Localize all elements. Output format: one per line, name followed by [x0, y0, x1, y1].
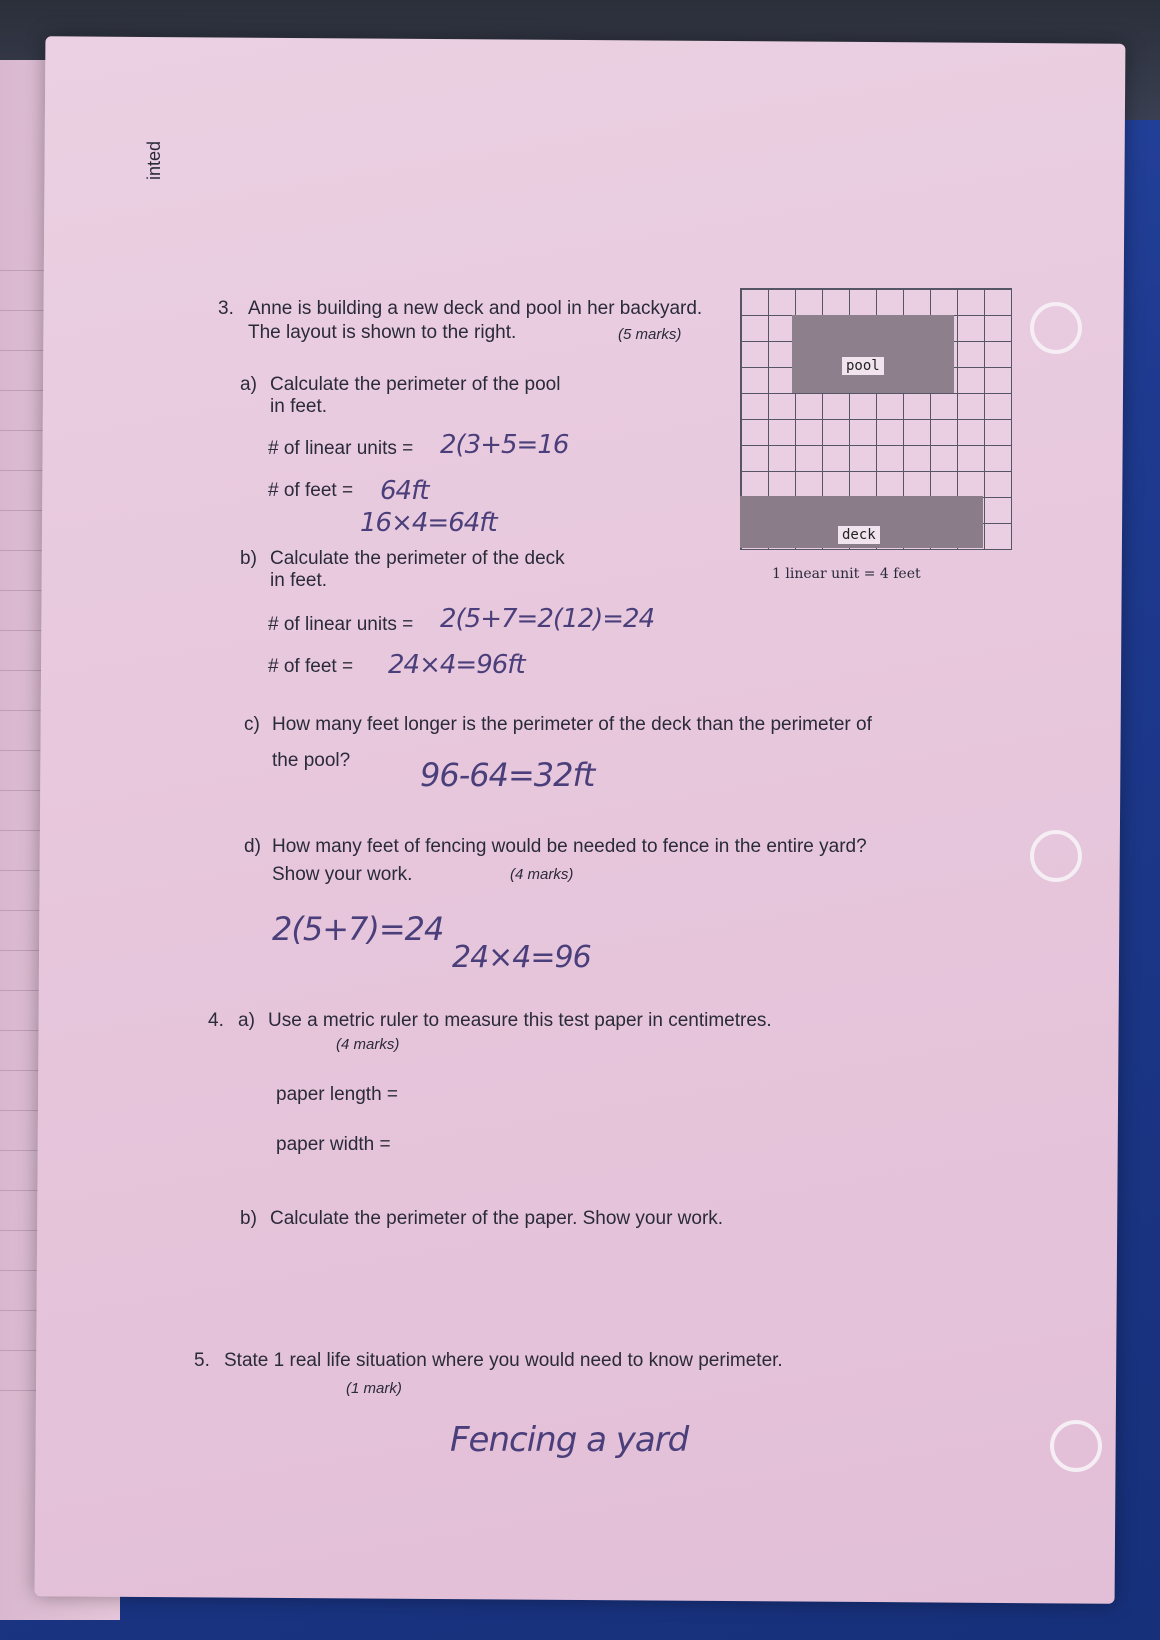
q3b-feet-label: # of feet =: [268, 656, 354, 677]
q4a-marks: (4 marks): [336, 1036, 400, 1053]
q3d-text1: How many feet of fencing would be needed to fence in the entire yard?: [272, 836, 867, 857]
q4a-text: Use a metric ruler to measure this test paper in centimetres.: [268, 1010, 772, 1031]
q3b-label: b): [240, 548, 257, 569]
q3b-text2: in feet.: [270, 570, 328, 591]
q3a-feet-answer: 64ft: [380, 476, 429, 506]
q3-marks: (5 marks): [618, 326, 682, 343]
q5-answer: Fencing a yard: [450, 1420, 689, 1460]
q3b-feet-answer: 24×4=96ft: [388, 650, 525, 680]
q4b-label: b): [240, 1208, 257, 1229]
q3b-linear-label: # of linear units =: [268, 614, 414, 635]
q5-number: 5.: [194, 1350, 210, 1371]
q3a-work: 16×4=64ft: [360, 508, 497, 538]
q3d-work2: 24×4=96: [452, 940, 591, 975]
q3a-linear-answer: 2(3+5=16: [440, 430, 569, 460]
score-circle: [1030, 302, 1082, 354]
q5-marks: (1 mark): [346, 1380, 402, 1397]
q4-number: 4.: [208, 1010, 224, 1031]
q3b-text1: Calculate the perimeter of the deck: [270, 548, 565, 569]
paper-length-label: paper length =: [276, 1084, 399, 1105]
q3a-text1: Calculate the perimeter of the pool: [270, 374, 561, 395]
score-circle: [1030, 830, 1082, 882]
q5-text: State 1 real life situation where you would need to know perimeter.: [224, 1350, 783, 1371]
deck-label: deck: [838, 526, 880, 544]
q4a-label: a): [238, 1010, 255, 1031]
scale-note: 1 linear unit = 4 feet: [772, 566, 921, 582]
paper-width-label: paper width =: [276, 1134, 391, 1155]
pool-label: pool: [842, 357, 884, 375]
q3c-text2: the pool?: [272, 750, 351, 771]
score-circle: [1050, 1420, 1102, 1472]
q3-intro-line2: The layout is shown to the right.: [248, 322, 517, 343]
q3-number: 3.: [218, 298, 234, 319]
q3a-feet-label: # of feet =: [268, 480, 354, 501]
q3c-text1: How many feet longer is the perimeter of the deck than the perimeter of: [272, 714, 872, 735]
header-fragment: inted: [144, 140, 165, 181]
q3-intro-line1: Anne is building a new deck and pool in her backyard.: [248, 298, 703, 319]
pool-area: [792, 315, 954, 393]
q3b-linear-answer: 2(5+7=2(12)=24: [440, 604, 655, 634]
q3d-marks: (4 marks): [510, 866, 574, 883]
q3c-answer: 96-64=32ft: [420, 756, 595, 794]
q3d-text2: Show your work.: [272, 864, 413, 885]
q3c-label: c): [244, 714, 260, 735]
q3a-linear-label: # of linear units =: [268, 438, 414, 459]
q3a-label: a): [240, 374, 257, 395]
q4b-text: Calculate the perimeter of the paper. Show your work.: [270, 1208, 724, 1229]
q3d-work1: 2(5+7)=24: [272, 910, 444, 948]
q3d-label: d): [244, 836, 261, 857]
q3a-text2: in feet.: [270, 396, 328, 417]
